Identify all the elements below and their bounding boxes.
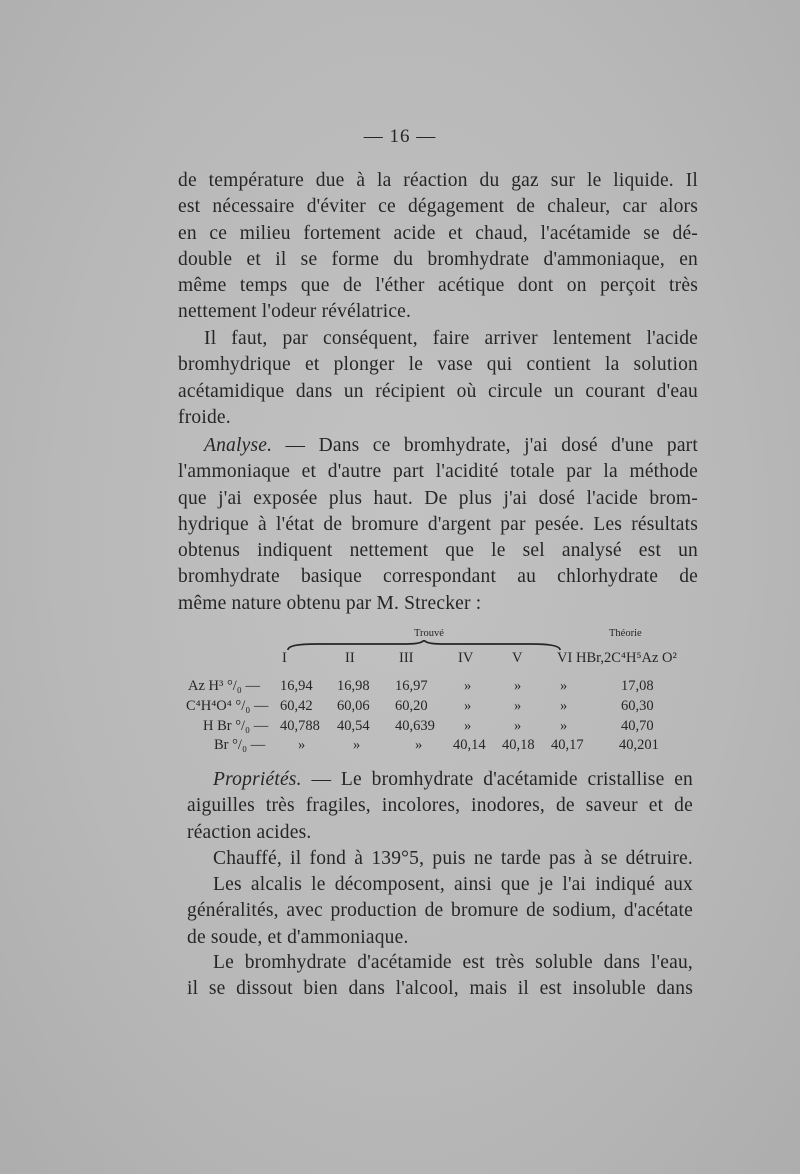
row-label: Az H³ °/₀ — [188, 678, 260, 694]
table-cell: » [560, 698, 568, 714]
text-line: bromhydrate basique correspondant au chlorhydrate de [178, 566, 698, 588]
section-heading-proprietes: Propriétés. [213, 769, 302, 790]
theory-label: Théorie [609, 628, 642, 639]
table-cell: » [560, 678, 568, 694]
text-line: hydrique à l'état de bromure d'argent par pesée. Les résultats [178, 513, 698, 535]
table-cell: » [464, 698, 472, 714]
text-line: acétamidique dans un récipient où circule un courant d'eau [178, 380, 698, 402]
text-line: il se dissout bien dans l'alcool, mais il est insoluble dans [187, 978, 693, 1000]
text-line: double et il se forme du bromhydrate d'ammoniaque, en [178, 248, 698, 270]
paragraph-6 [187, 872, 693, 951]
table-cell: » [353, 737, 361, 753]
text-line: aiguilles très fragiles, incolores, inodores, de saveur et de [187, 795, 693, 817]
text-line: Le bromhydrate d'acétamide est très soluble dans l'eau, [213, 952, 693, 973]
column-header: VI [557, 650, 573, 666]
table-cell: 60,06 [337, 698, 370, 714]
text-line: nettement l'odeur révélatrice. [178, 301, 412, 323]
text-line: même temps que de l'éther acétique dont on perçoit très [178, 275, 698, 297]
table-cell: 60,20 [395, 698, 428, 714]
paragraph-7 [187, 950, 693, 1003]
table-cell: 40,54 [337, 718, 370, 734]
text-line: bromhydrique et plonger le vase qui contient la solution [178, 354, 698, 376]
found-label: Trouvé [414, 628, 444, 639]
text-line: froide. [178, 406, 231, 428]
table-cell: 40,17 [551, 737, 584, 753]
table-cell: » [514, 698, 522, 714]
page-number: — 16 — [363, 126, 437, 147]
paragraph-proprietes [187, 767, 693, 846]
table-cell: 16,97 [395, 678, 428, 694]
paragraph-5 [187, 846, 693, 872]
table-cell: 40,18 [502, 737, 535, 753]
table-cell: » [514, 718, 522, 734]
paragraph-2 [178, 326, 698, 431]
table-cell: » [464, 678, 472, 694]
text-line: en ce milieu fortement acide et chaud, l'acétamide se dé- [178, 222, 698, 244]
table-cell: » [560, 718, 568, 734]
text-line: généralités, avec production de bromure de sodium, d'acétate [187, 900, 693, 922]
text-line: de soude, et d'ammoniaque. [187, 926, 409, 948]
text-line: Il faut, par conséquent, faire arriver lentement l'acide [204, 328, 698, 349]
text-line: que j'ai exposée plus haut. De plus j'ai dosé l'acide brom- [178, 487, 698, 509]
text-line: réaction acides. [187, 821, 312, 843]
row-label: C⁴H⁴O⁴ °/₀ — [186, 698, 269, 714]
text-line: de température due à la réaction du gaz sur le liquide. Il [178, 170, 698, 191]
row-label: Br °/₀ — [214, 737, 266, 753]
table-cell: 40,639 [395, 718, 435, 734]
table-cell: » [298, 737, 306, 753]
table-cell: » [514, 678, 522, 694]
row-label: H Br °/₀ — [203, 718, 269, 734]
text-line [178, 433, 698, 459]
column-header: I [282, 650, 287, 666]
text-line: l'ammoniaque et d'autre part l'acidité totale par la méthode [178, 461, 698, 483]
table-cell: » [415, 737, 423, 753]
table-cell: » [464, 718, 472, 734]
text-line: obtenus indiquent nettement que le sel analysé est un [178, 540, 698, 562]
column-header: III [399, 650, 414, 666]
text-span: — Dans ce bromhydrate, j'ai dosé d'une part [272, 435, 698, 456]
column-header: II [345, 650, 355, 666]
paragraph-analyse [178, 433, 698, 617]
text-line: Chauffé, il fond à 139°5, puis ne tarde pas à se détruire. [213, 848, 693, 869]
table-cell: 60,42 [280, 698, 313, 714]
table-cell: 17,08 [621, 678, 654, 694]
column-header: IV [458, 650, 474, 666]
table-cell: 40,14 [453, 737, 486, 753]
column-header: V [512, 650, 523, 666]
table-cell: 16,94 [280, 678, 313, 694]
table-cell: 40,201 [619, 737, 659, 753]
analysis-table [0, 620, 800, 760]
text-line: est nécessaire d'éviter ce dégagement de chaleur, car alors [178, 196, 698, 218]
text-line: même nature obtenu par M. Strecker : [178, 592, 482, 614]
table-cell: 60,30 [621, 698, 654, 714]
section-heading-analyse: Analyse. [204, 435, 273, 456]
paragraph-1 [178, 168, 698, 326]
text-line [187, 767, 693, 793]
table-cell: 40,788 [280, 718, 320, 734]
text-line: Les alcalis le décomposent, ainsi que je l'ai indiqué aux [213, 874, 693, 895]
text-span: — Le bromhydrate d'acétamide cristallise en [301, 769, 693, 790]
table-cell: 40,70 [621, 718, 654, 734]
column-header: HBr,2C⁴H⁵Az O² [576, 650, 677, 666]
table-cell: 16,98 [337, 678, 370, 694]
